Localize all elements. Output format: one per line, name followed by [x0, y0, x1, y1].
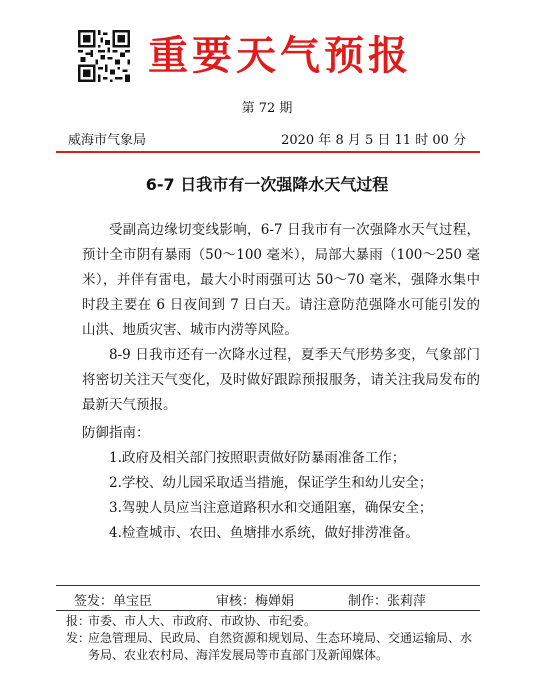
signature-row — [0, 588, 534, 608]
issuer-signature: 签发：单宝臣 — [74, 594, 153, 609]
report-recipients: 市委、市人大、市政府、市政协、市纪委。 — [88, 614, 317, 628]
guide-item: 3.驾驶人员应当注意道路积水和交通阻塞，确保安全； — [109, 500, 433, 516]
guide-item: 1.政府及相关部门按照职责做好防暴雨准备工作； — [109, 450, 406, 466]
reviewer-signature: 审核：梅婵娟 — [216, 594, 295, 609]
paragraph-forecast: 受副高边缘切变线影响，6-7 日我市有一次强降水天气过程，预计全市阴有暴雨（50～100 毫米），局部大暴雨（100～250 毫米），并伴有雷电，最大小时雨强可达 50～70 毫米，强降水集中时段主要在 6 日夜间到 7 日白天。请注意防范强降水可能引发的山洪、地质灾害、城市内涝等风险。 — [82, 222, 480, 338]
guide-item: 4.检查城市、农田、鱼塘排水系统，做好排涝准备。 — [109, 525, 419, 541]
guide-title: 防御指南： — [82, 425, 150, 441]
issuing-agency: 威海市气象局 — [68, 133, 147, 148]
send-to-row — [66, 630, 476, 664]
paragraph-followup: 8-9 日我市还有一次降水过程，夏季天气形势多变，气象部门将密切关注天气变化，及时做好跟踪预报服务，请关注我局发布的最新天气预报。 — [82, 347, 480, 413]
article-headline: 6-7 日我市有一次强降水天气过程 — [145, 175, 389, 194]
qr-code-icon — [78, 30, 130, 82]
issue-datetime: 2020 年 8 月 5 日 11 时 00 分 — [281, 133, 466, 148]
article-body — [82, 218, 480, 546]
issuer-meta — [68, 125, 466, 149]
signature-top-divider — [56, 585, 480, 586]
signature-bottom-divider — [56, 610, 480, 611]
guide-item: 2.学校、幼儿园采取适当措施，保证学生和幼儿安全； — [109, 475, 433, 491]
send-label: 发： — [66, 631, 91, 645]
guide-list — [82, 446, 480, 546]
document-title: 重要天气预报 — [148, 33, 412, 79]
distribution-block — [66, 613, 476, 664]
send-recipients: 应急管理局、民政局、自然资源和规划局、生态环境局、交通运输局、水务局、农业农村局、海洋发展局等市直部门及新闻媒体。 — [88, 631, 473, 662]
producer-signature: 制作：张莉萍 — [348, 594, 427, 609]
issue-number: 第 72 期 — [241, 101, 293, 116]
header-divider — [56, 151, 480, 153]
report-to-row — [66, 613, 476, 630]
report-label: 报： — [66, 614, 91, 628]
